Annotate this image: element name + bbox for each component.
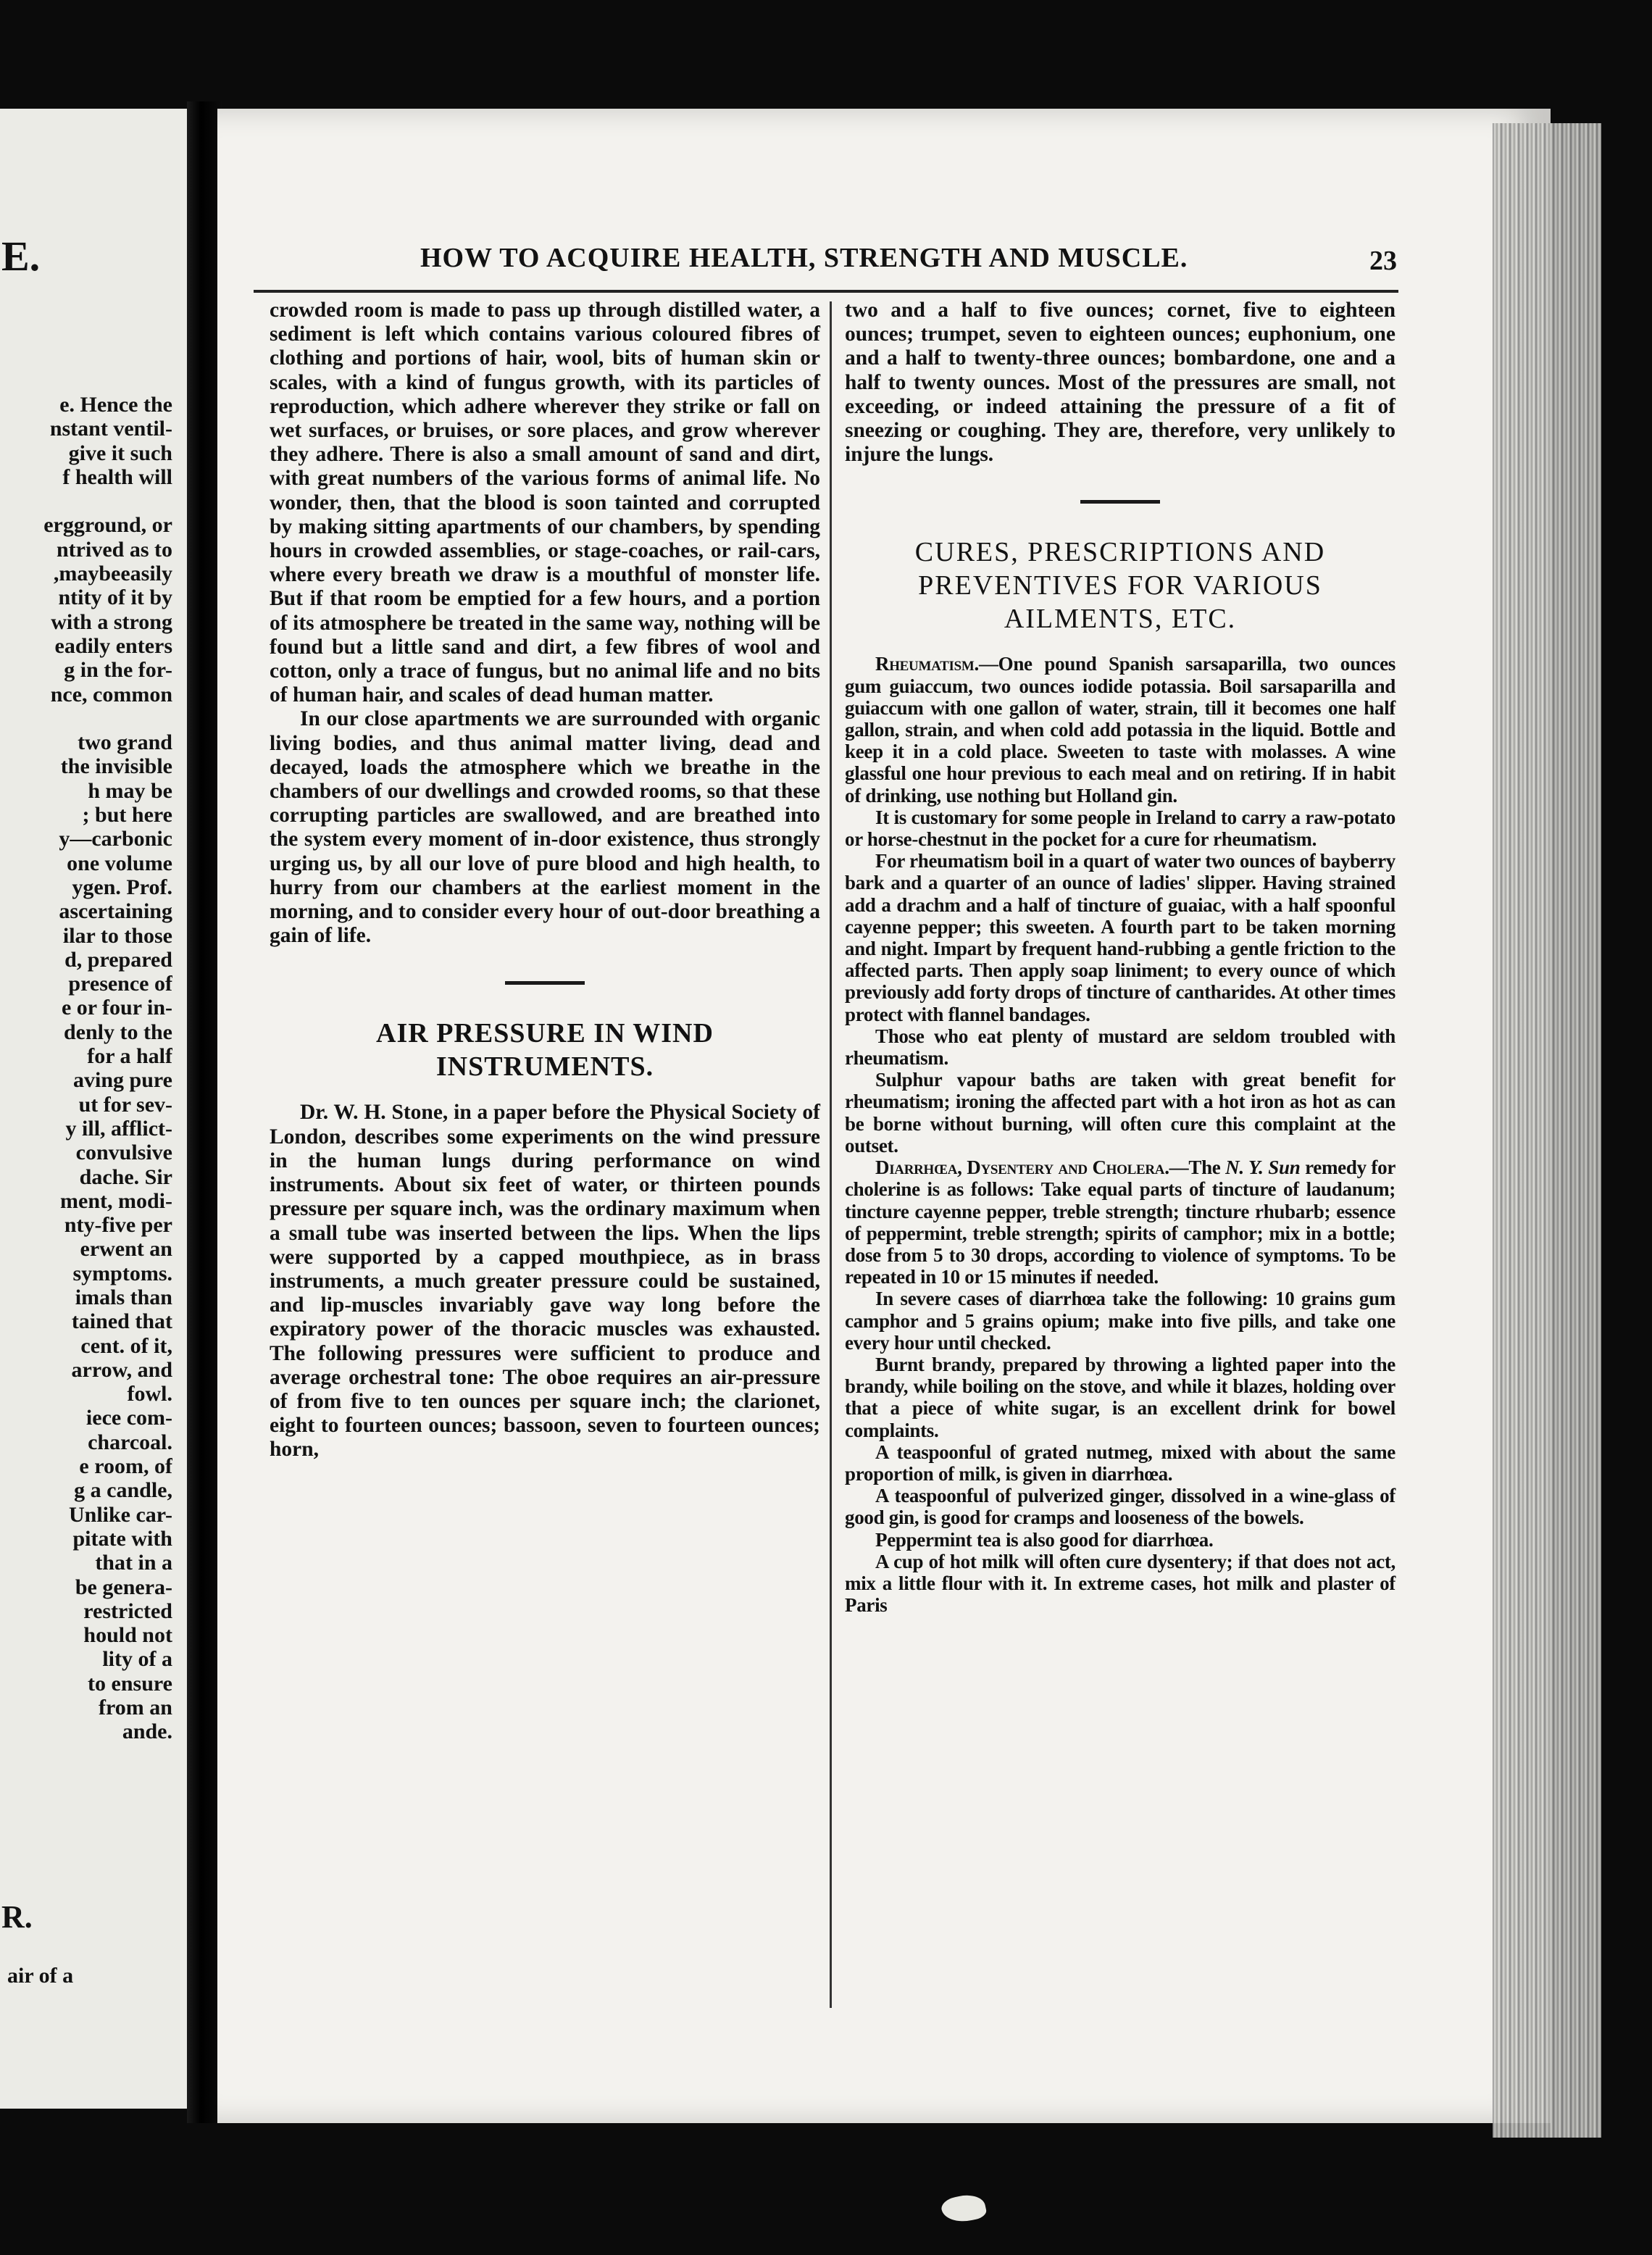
section-separator	[1080, 500, 1160, 504]
diarrhoea-dash: —The	[1169, 1156, 1221, 1179]
running-head: HOW TO ACQUIRE HEALTH, STRENGTH AND MUSCLE.	[420, 243, 1188, 273]
previous-page-line: dache. Sir	[79, 1164, 172, 1189]
previous-page-line: eadily enters	[54, 633, 172, 658]
previous-page-line: convulsive	[75, 1141, 172, 1165]
previous-page-line: e. Hence the	[59, 393, 172, 417]
burnt-brandy-entry: Burnt brandy, prepared by throwing a lighted paper into the brandy, while boiling on the stove, and while it blazes, holding over that a piece of white sugar, is an excellent drink for bowel complaints.	[845, 1353, 1396, 1441]
previous-page-line: give it such	[68, 441, 172, 465]
air-pressure-heading: AIR PRESSURE IN WIND INSTRUMENTS.	[376, 1018, 714, 1083]
left-paragraph-1: crowded room is made to pass up through distilled water, a sediment is left which contains various coloured fibres of clothing and portions of hair, wool, bits of human skin or scales, with a kind of fungus growth, with its particles of reproduction, which adhere wherever they strike or fall on wet surfaces, or bruises, or sore places, and grow wherever they adhere. There is also a small amount of sand and dirt, with great numbers of the various forms of animal life. No wonder, then, that the blood is soon tainted and corrupted by making sitting apartments of our chambers, by spending hours in crowded assemblies, or stage-coaches, or rail-cars, where every breath we draw is a mouthful of monster life. But if that room be emptied for a few hours, and a portion of its atmosphere be treated in the same way, nothing will be found but a little sand and dirt, a few fibres of wool and cotton, only a trace of fungus, but no animal life and no bits of human hair, and scales of dead human matter.	[270, 299, 820, 707]
diarrhoea-entry	[845, 1156, 1396, 1288]
previous-page-line: lity of a	[102, 1647, 172, 1672]
left-paragraph-3: Dr. W. H. Stone, in a paper before the Physical Society of London, describes some experiments on the wind pressure in the human lungs during performance on wind instruments. About six feet of water, or thirteen pounds pressure per square inch, was the ordinary maximum when a small tube was inserted between the lips. When the lips were supported by a capped mouthpiece, as in brass instruments, a much greater pressure could be sustained, and lip-muscles invariably gave way long before the expiratory power of the thoracic muscles was exhausted. The following pressures were sufficient to produce and average orchestral tone: The oboe requires an air-pressure of from five to ten ounces per square inch; the clarionet, eight to fourteen ounces; bassoon, seven to fourteen ounces; horn,	[270, 1101, 820, 1462]
previous-page-line: y—carbonic	[59, 827, 172, 851]
hot-milk-entry: A cup of hot milk will often cure dysentery; if that does not act, mix a little flour with it. In extreme cases, hot milk and plaster of Paris	[845, 1550, 1396, 1617]
diarrhoea-text: remedy for cholerine is as follows: Take equal parts of tincture of laudanum; tincture cayenne pepper, treble strength; tincture rhubarb; essence of peppermint, treble strength; spirits of camphor; mix in a bottle; dose from 5 to 30 drops, according to violence of symptoms. To be repeated in 10 or 15 minutes if needed.	[845, 1156, 1396, 1288]
previous-page-line: tained that	[71, 1309, 172, 1334]
previous-page-section-letter: R.	[1, 1899, 33, 1935]
previous-page-line	[0, 706, 172, 730]
previous-page-line: ,maybeeasily	[53, 562, 172, 586]
right-paragraph-1: two and a half to five ounces; cornet, five to eighteen ounces; trumpet, seven to eighteen ounces; euphonium, one and a half to twenty-three ounces; bombardone, one and a half to twenty ounces. Most of the pressures are small, not exceeding, or indeed attaining the pressure of a fit of sneezing or coughing. They are, therefore, very unlikely to injure the lungs.	[845, 299, 1396, 467]
previous-page-line: erwent an	[80, 1237, 172, 1262]
previous-page-line: arrow, and	[71, 1357, 172, 1382]
rheumatism-text: —One pound Spanish sarsaparilla, two ounces gum guiaccum, two ounces iodide potassia. Boil sarsaparilla and guiaccum with one gallon of water, strain, till it becomes one half gallon, strain, and when cold add potassia in the liquid. Bottle and keep it in a cold place. Sweeten to taste with molasses. A wine glassful one hour previous to each meal and on retiring. If in habit of drinking, use nothing but Holland gin.	[845, 653, 1396, 806]
ireland-entry: It is customary for some people in Ireland to carry a raw-potato or horse-chestnut in the pocket for a cure for rheumatism.	[845, 806, 1396, 851]
remedies-list	[845, 653, 1396, 1616]
previous-page-lines	[0, 393, 172, 1744]
previous-page-line: denly to the	[64, 1020, 172, 1044]
column-rule	[830, 301, 832, 2008]
previous-page-line: ergground, or	[43, 513, 172, 538]
previous-page-line: h may be	[88, 778, 172, 803]
previous-page-line: from an	[99, 1696, 172, 1720]
left-paragraph-2: In our close apartments we are surrounded with organic living bodies, and thus animal matter living, dead and decayed, loads the atmosphere which we breathe in the chambers of our dwellings and crowded rooms, so that these corrupting particles are swallowed, and are breathed into the system every moment of in-door existence, thus strongly urging us, by all our love of pure blood and high health, to hurry from our chambers at the earliest moment in the morning, and to consider every hour of out-door breathing a gain of life.	[270, 707, 820, 948]
severe-cases-entry: In severe cases of diarrhœa take the following: 10 grains gum camphor and 5 grains opium; make into five pills, and take one every hour until checked.	[845, 1288, 1396, 1354]
previous-page-line: ilar to those	[62, 923, 172, 948]
previous-page-line: pitate with	[72, 1526, 172, 1551]
bayberry-entry: For rheumatism boil in a quart of water two ounces of bayberry bark and a quarter of an ounce of ladies' slipper. Having strained add a drachm and a half of tincture of guaiac, with a half spoonful cayenne pepper; this sweeten. A fourth part to be taken morning and night. Impart by frequent hand-rubbing a gentle friction to the affected parts. Then apply soap liniment; to every ounce of which previously add forty drops of tincture of cantharides. At other times protect with flannel bandages.	[845, 850, 1396, 1025]
cures-heading: CURES, PRESCRIPTIONS AND PREVENTIVES FOR VARIOUS AILMENTS, ETC.	[914, 537, 1326, 635]
previous-page-line: fowl.	[127, 1382, 172, 1406]
previous-page-line: g in the for-	[64, 658, 172, 683]
previous-page-line: charcoal.	[88, 1430, 172, 1454]
previous-page-line: Unlike car-	[68, 1502, 172, 1527]
previous-page-line: ut for sev-	[78, 1092, 172, 1117]
previous-page-line: ment, modi-	[60, 1188, 172, 1213]
previous-page-line: hould not	[83, 1623, 172, 1648]
page-edges	[1493, 123, 1601, 2138]
previous-page-line: restricted	[83, 1598, 172, 1623]
sulphur-entry: Sulphur vapour baths are taken with great benefit for rheumatism; ironing the affected part with a hot iron as hot as can be borne without burning, will often cure this complaint at the outset.	[845, 1069, 1396, 1156]
previous-page-line: d, prepared	[64, 947, 172, 972]
previous-page-line: with a strong	[51, 609, 172, 634]
previous-page-line: for a half	[87, 1044, 172, 1069]
previous-page-line: presence of	[68, 972, 172, 996]
previous-page-line: y ill, afflict-	[65, 1116, 172, 1141]
previous-page-line: ygen. Prof.	[72, 875, 172, 899]
peppermint-entry: Peppermint tea is also good for diarrhœa.	[875, 1528, 1214, 1551]
previous-page-line: be genera-	[75, 1575, 172, 1599]
previous-page-line: ; but here	[82, 803, 172, 828]
previous-page-line: one volume	[67, 851, 172, 875]
previous-page-last-line: air of a	[7, 1964, 74, 1988]
previous-page-line: ascertaining	[59, 899, 172, 924]
previous-page-line: ande.	[122, 1720, 172, 1744]
previous-page-line: the invisible	[60, 754, 172, 779]
nutmeg-entry: A teaspoonful of grated nutmeg, mixed with about the same proportion of milk, is given in diarrhœa.	[845, 1441, 1396, 1485]
previous-page-line: to ensure	[88, 1671, 172, 1696]
previous-page-line: cent. of it,	[80, 1333, 172, 1358]
header-rule	[254, 290, 1398, 293]
rheumatism-label: Rheumatism.	[875, 653, 979, 675]
left-column	[270, 299, 820, 1462]
right-column	[845, 299, 1396, 1616]
ny-sun-name: N. Y. Sun	[1225, 1156, 1301, 1179]
previous-page-line: that in a	[95, 1551, 172, 1575]
previous-page-line: f health will	[62, 464, 172, 489]
previous-page-line: imals than	[75, 1285, 172, 1309]
previous-page-line: ntity of it by	[58, 585, 172, 610]
previous-page-line: nce, common	[50, 682, 172, 706]
paper-scrap	[940, 2191, 988, 2226]
previous-page-fragment	[0, 109, 187, 2109]
mustard-entry: Those who eat plenty of mustard are seldom troubled with rheumatism.	[845, 1025, 1396, 1070]
previous-page-line: g a candle,	[74, 1478, 172, 1503]
previous-page-line: symptoms.	[72, 1261, 172, 1285]
page-number: 23	[1369, 246, 1397, 276]
previous-page-heading: E.	[1, 233, 41, 280]
previous-page-line: e room, of	[79, 1454, 172, 1479]
section-separator	[505, 981, 585, 985]
previous-page-line: nty-five per	[64, 1213, 172, 1238]
book-gutter	[187, 101, 222, 2123]
rheumatism-entry	[845, 653, 1396, 806]
diarrhoea-label: Diarrhœa, Dysentery and Cholera.	[875, 1156, 1169, 1179]
previous-page-line: nstant ventil-	[49, 417, 172, 441]
previous-page-line: e or four in-	[61, 996, 172, 1020]
previous-page-line: two grand	[78, 730, 172, 755]
previous-page-line: ntrived as to	[57, 537, 172, 562]
ginger-entry: A teaspoonful of pulverized ginger, dissolved in a wine-glass of good gin, is good for cramps and looseness of the bowels.	[845, 1485, 1396, 1529]
previous-page-line: aving pure	[73, 1068, 172, 1093]
previous-page-line	[0, 489, 172, 513]
previous-page-line: iece com-	[85, 1406, 172, 1430]
